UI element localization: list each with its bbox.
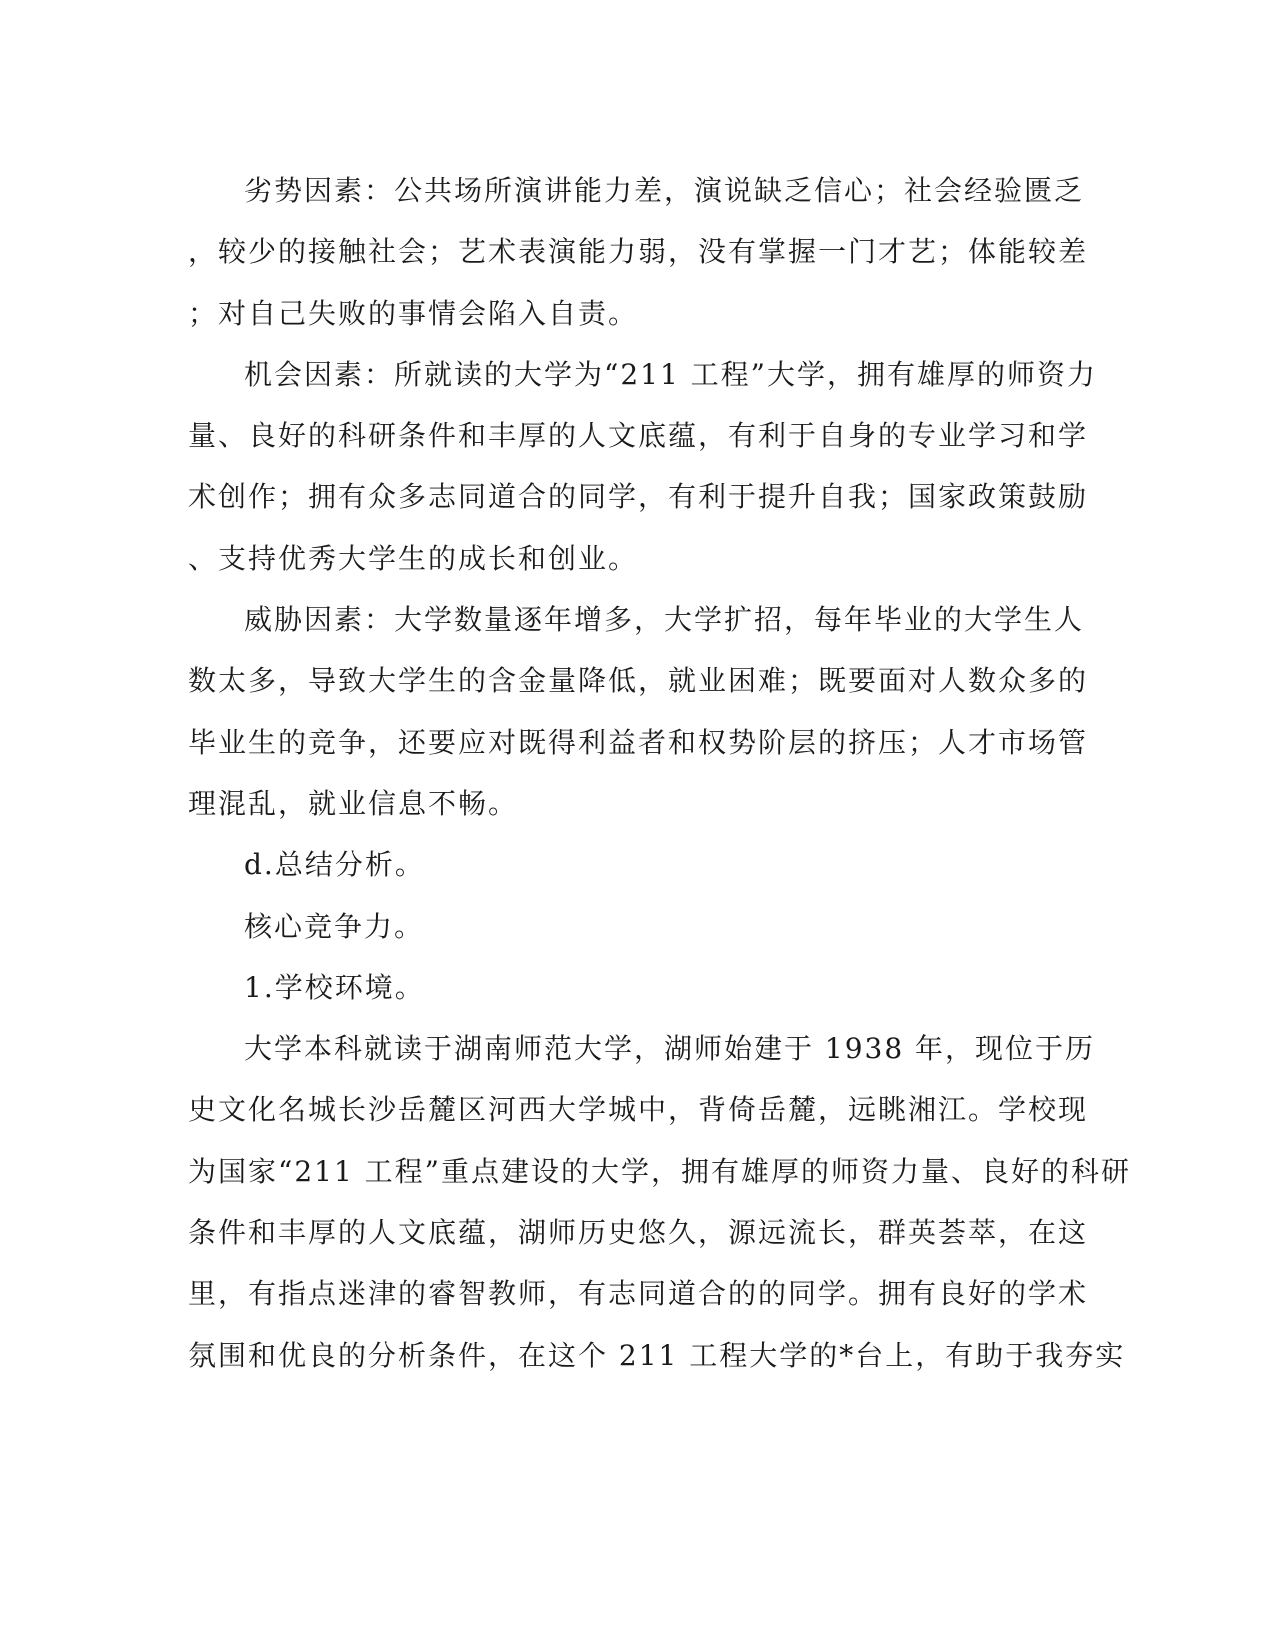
- text-line: 、支持优秀大学生的成长和创业。: [188, 541, 639, 575]
- text-line: 为国家“211 工程”重点建设的大学，拥有雄厚的师资力量、良好的科研: [188, 1154, 1131, 1188]
- text-line: 量、良好的科研条件和丰厚的人文底蕴，有利于自身的专业学习和学: [188, 419, 1089, 453]
- text-line: 毕业生的竞争，还要应对既得利益者和权势阶层的挤压；人才市场管: [188, 725, 1089, 759]
- document-body: [188, 160, 1131, 1386]
- paragraph-weaknesses: [188, 160, 1089, 344]
- heading-school-environment: [188, 957, 1083, 1018]
- text-line: 威胁因素：大学数量逐年增多，大学扩招，每年毕业的大学生人: [244, 603, 1085, 637]
- text-line: 理混乱，就业信息不畅。: [188, 786, 519, 820]
- text-line: ；对自己失败的事情会陷入自责。: [188, 296, 639, 330]
- text-line: 条件和丰厚的人文底蕴，湖师历史悠久，源远流长，群英荟萃，在这: [188, 1216, 1089, 1250]
- text-line: 机会因素：所就读的大学为“211 工程”大学，拥有雄厚的师资力: [244, 357, 1097, 391]
- text-line: 核心竞争力。: [244, 909, 425, 943]
- text-line: 氛围和优良的分析条件，在这个 211 工程大学的*台上，有助于我夯实: [188, 1338, 1126, 1372]
- text-line: 劣势因素：公共场所演讲能力差，演说缺乏信心；社会经验匮乏: [244, 174, 1085, 207]
- text-line: 术创作；拥有众多志同道合的同学，有利于提升自我；国家政策鼓励: [188, 480, 1089, 514]
- heading-core-competitiveness: [188, 896, 1083, 957]
- text-line: d.总结分析。: [244, 848, 425, 882]
- text-line: 大学本科就读于湖南师范大学，湖师始建于 1938 年，现位于历: [244, 1032, 1096, 1066]
- paragraph-opportunities: [188, 344, 1097, 589]
- paragraph-threats: [188, 589, 1089, 834]
- paragraph-university: [188, 1018, 1131, 1386]
- text-line: 里，有指点迷津的睿智教师，有志同道合的的同学。拥有良好的学术: [188, 1277, 1089, 1311]
- text-line: 1.学校环境。: [244, 970, 425, 1004]
- text-line: 数太多，导致大学生的含金量降低，就业困难；既要面对人数众多的: [188, 664, 1089, 698]
- heading-summary-analysis: [188, 834, 1083, 895]
- text-line: ，较少的接触社会；艺术表演能力弱，没有掌握一门才艺；体能较差: [188, 235, 1089, 269]
- text-line: 史文化名城长沙岳麓区河西大学城中，背倚岳麓，远眺湘江。学校现: [188, 1093, 1089, 1127]
